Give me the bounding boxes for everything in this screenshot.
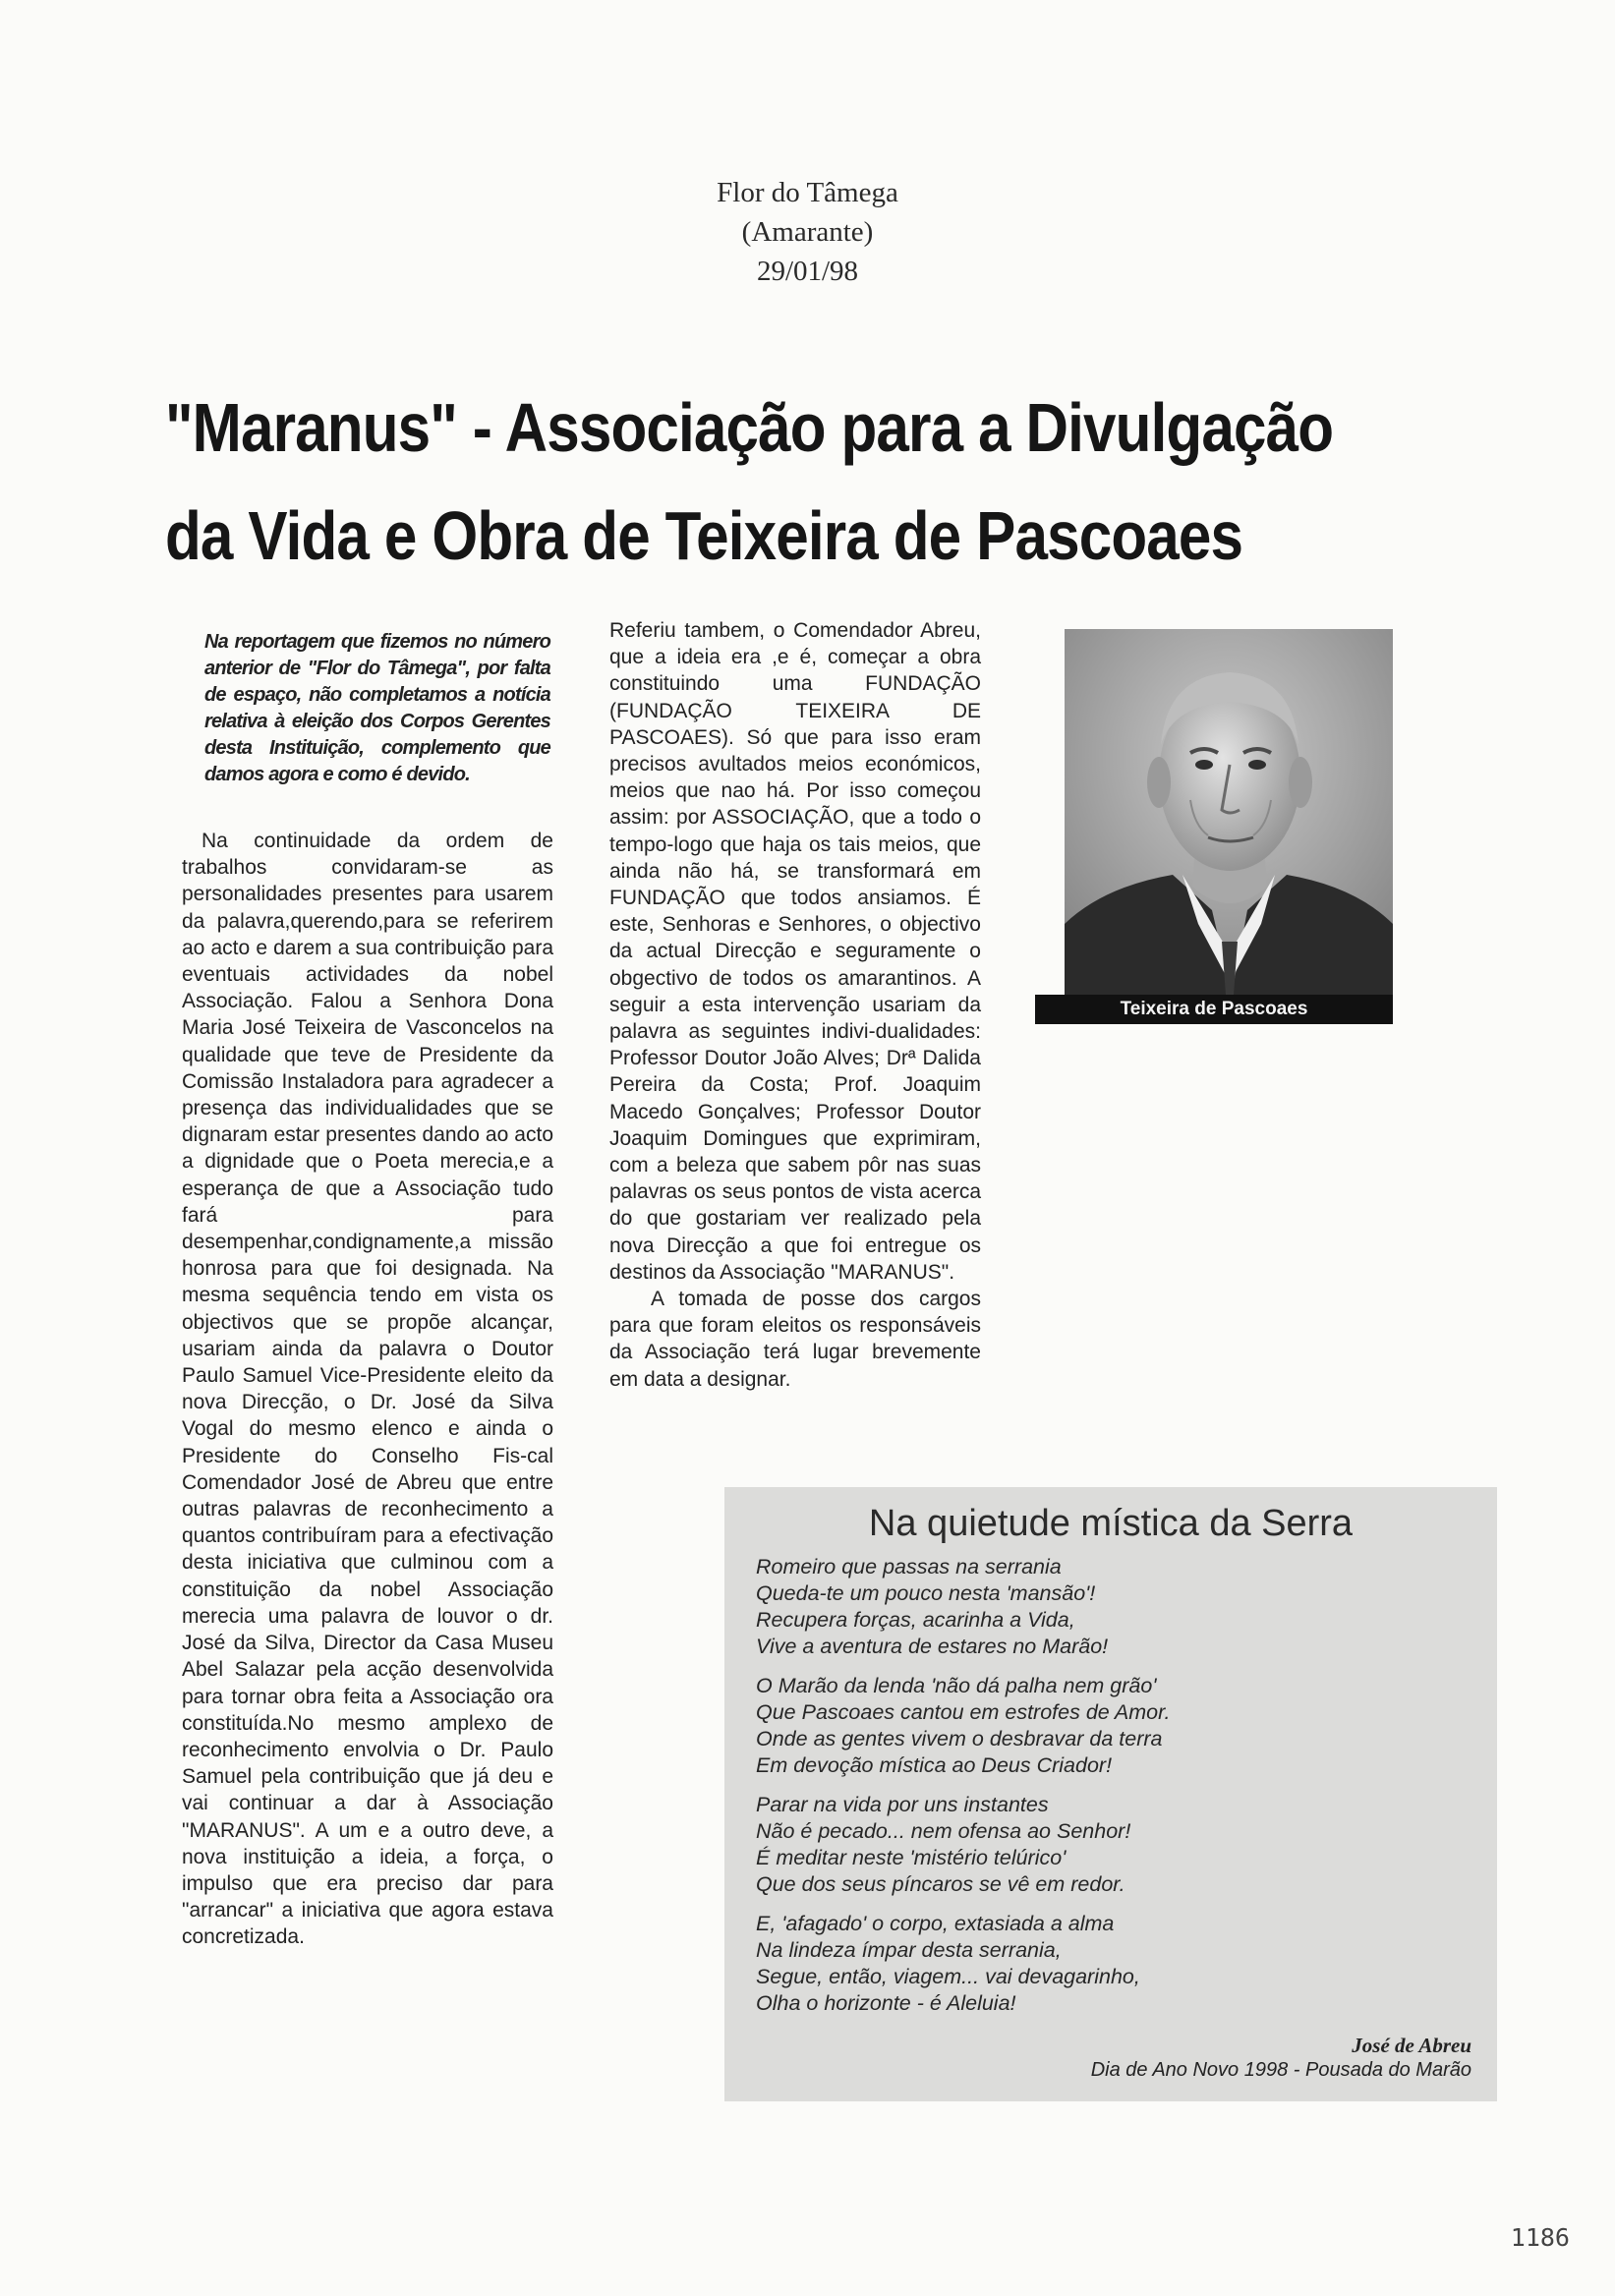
article-headline: [165, 373, 1334, 590]
poem-line: Em devoção mística ao Deus Criador!: [756, 1753, 1113, 1777]
poem-line: Vive a aventura de estares no Marão!: [756, 1635, 1109, 1658]
poem-stanza: [756, 1673, 1483, 1779]
poem-line: Onde as gentes vivem o desbravar da terra: [756, 1727, 1163, 1751]
poem-dateline: Dia de Ano Novo 1998 - Pousada do Marão: [1090, 2059, 1471, 2081]
poem-author: José de Abreu: [1352, 2034, 1471, 2057]
poem-line: Recupera forças, acarinha a Vida,: [756, 1608, 1075, 1632]
article-lead: Na reportagem que fizemos no número anterior de "Flor do Tâmega", por falta de espaço, não completamos a notícia relativa à eleição dos Corpos Gerentes desta Instituição, complemento que damos agora e como é devido.: [204, 631, 550, 785]
photo-caption: Teixeira de Pascoaes: [1035, 995, 1393, 1024]
poem-line: Olha o horizonte - é Aleluia!: [756, 1991, 1016, 2015]
publication-name: Flor do Tâmega: [717, 177, 898, 208]
poem-line: É meditar neste 'mistério telúrico': [756, 1846, 1067, 1869]
poem-line: O Marão da lenda 'não dá palha nem grão': [756, 1674, 1157, 1697]
poem-stanza: [756, 1792, 1483, 1898]
poem-line: Na lindeza ímpar desta serrania,: [756, 1938, 1062, 1962]
poem-stanza: [756, 1911, 1483, 2017]
publication-place: (Amarante): [741, 216, 874, 248]
poem-line: Queda-te um pouco nesta 'mansão'!: [756, 1581, 1096, 1605]
poem-line: E, 'afagado' o corpo, extasiada a alma: [756, 1912, 1115, 1935]
poem-box: [724, 1487, 1497, 2101]
body-paragraph-2: Referiu tambem, o Comendador Abreu, que a ideia era ,e é, começar a obra constituindo uma FUNDAÇÃO (FUNDAÇÃO TEIXEIRA DE PASCOAES). Só que para isso eram precisos avultados meios económicos, meios que nao há. Por isso começou assim: por ASSOCIAÇÃO, que a todo o tempo-logo que haja os tais meios, que ainda não há, se transformará em FUNDAÇÃO que todos ansiamos. É este, Senhoras e Senhores, o objectivo da actual Direcção e seguramente o obgectivo de todos os amarantinos. A seguir a esta intervenção usariam da palavra as seguintes indivi-dualidades: Professor Doutor João Alves; Drª Dalida Pereira da Costa; Prof. Joaquim Macedo Gonçalves; Professor Doutor Joaquim Domingues que exprimiram, com a beleza que sabem pôr nas suas palavras os seus pontos de vista acerca do que gostariam ver realizado pela nova Direcção a que foi entregue os destinos da Associação "MARANUS".: [609, 619, 981, 1284]
publication-source: [0, 173, 1615, 291]
poem-stanzas: [756, 1554, 1483, 2030]
headline-line-1: "Maranus" - Associação para a Divulgação: [165, 389, 1334, 466]
headline-line-2: da Vida e Obra de Teixeira de Pascoaes: [165, 497, 1243, 574]
poem-line: Que Pascoaes cantou em estrofes de Amor.: [756, 1700, 1171, 1724]
portrait-photo: [1065, 629, 1393, 995]
body-paragraph-1: Na continuidade da ordem de trabalhos convidaram-se as personalidades presentes para usarem da palavra,querendo,para se referirem ao acto e darem a sua contribuição para eventuais actividades da nobel Associação. Falou a Senhora Dona Maria José Teixeira de Vasconcelos na qualidade que teve de Presidente da Comissão Instaladora para agradecer a presença das individualidades que se dignaram estar presentes dando ao acto a dignidade que o Poeta merecia,e a esperança de que a Associação tudo fará para desempenhar,condignamente,a missão honrosa para que foi designada. Na mesma sequência tendo em vista os objectivos que se propõe alcançar, usariam ainda da palavra o Doutor Paulo Samuel Vice-Presidente eleito da nova Direcção, o Dr. José da Silva Vogal do mesmo elenco e ainda o Presidente do Conselho Fis-cal Comendador José de Abreu que entre outras palavras de reconhecimento a quantos contribuíram para a efectivação desta iniciativa que culminou com a constituição da nobel Associação merecia uma palavra de louvor o dr. José da Silva, Director da Casa Museu Abel Salazar pela acção desenvolvida para tornar obra feita a Associação ora constituída.No mesmo amplexo de reconhecimento envolvia o Dr. Paulo Samuel pela contribuição que já deu e vai continuar a dar à Associação "MARANUS". A um e a outro deve, a nova instituição a ideia, a força, o impulso que era preciso dar para "arrancar" a iniciativa que agora estava concretizada.: [182, 830, 553, 1949]
poem-line: Que dos seus píncaros se vê em redor.: [756, 1872, 1125, 1896]
poem-title: Na quietude mística da Serra: [868, 1503, 1354, 1544]
poem-stanza: [756, 1554, 1483, 1660]
body-paragraph-3: A tomada de posse dos cargos para que foram eleitos os responsáveis da Associação terá lugar brevemente em data a designar.: [609, 1288, 981, 1391]
body-column-2: [609, 617, 981, 1393]
poem-line: Romeiro que passas na serrania: [756, 1555, 1062, 1578]
publication-date: 29/01/98: [756, 256, 859, 287]
portrait-illustration: [1065, 629, 1393, 995]
page-number: 1186: [1510, 2223, 1570, 2252]
poem-line: Segue, então, viagem... vai devagarinho,: [756, 1965, 1140, 1988]
body-column-1: [182, 828, 553, 1951]
poem-line: Não é pecado... nem ofensa ao Senhor!: [756, 1819, 1131, 1843]
poem-line: Parar na vida por uns instantes: [756, 1793, 1049, 1816]
